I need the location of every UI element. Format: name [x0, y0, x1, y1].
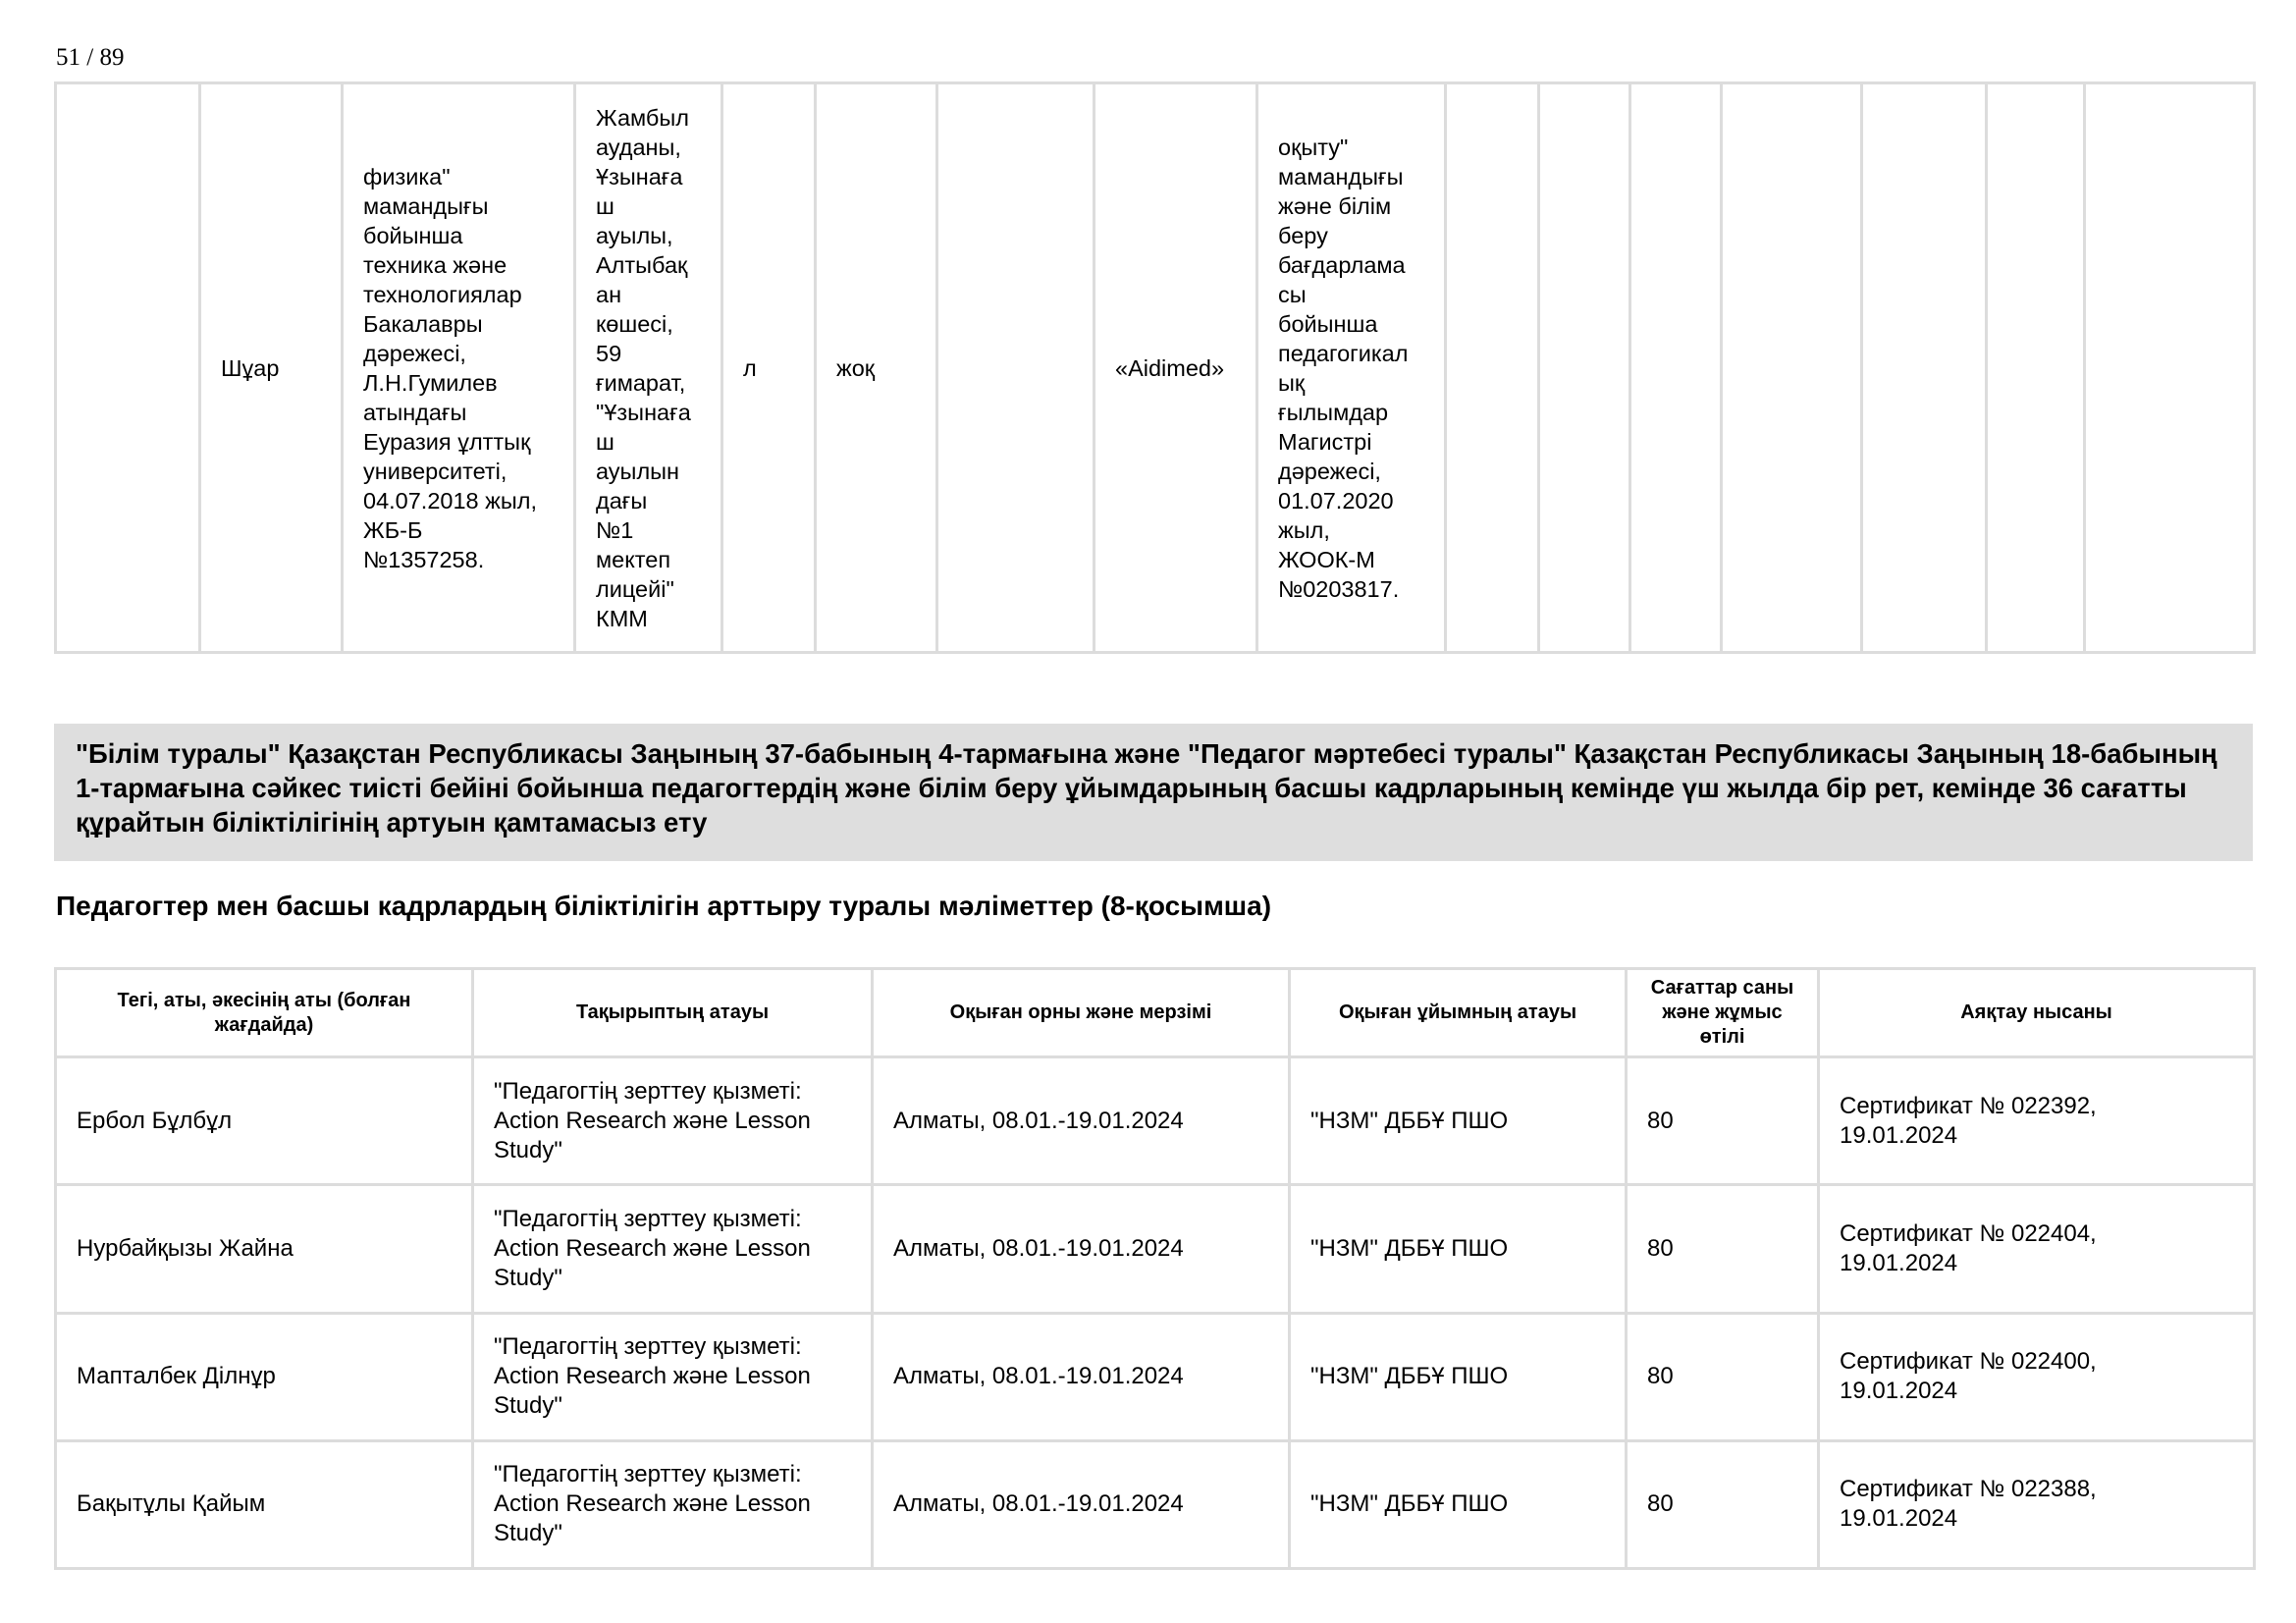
qualification-courses-table: [54, 967, 2256, 1570]
table-cell: [937, 83, 1095, 653]
cell-place: Алматы, 08.01.-19.01.2024: [873, 1185, 1290, 1313]
section-subtitle: Педагогтер мен басшы кадрлардың біліктілігін арттыру туралы мәліметтер (8-қосымша): [56, 891, 1272, 921]
table-cell: Шұар: [200, 83, 343, 653]
cell-topic: "Педагогтің зерттеу қызметі: Action Research және Lesson Study": [473, 1057, 873, 1185]
cell-hours: 80: [1627, 1313, 1819, 1440]
table-cell: [1987, 83, 2085, 653]
table-cell: Жамбыл ауданы, Ұзынаға ш ауылы, Алтыбақ ан көшесі, 59 ғимарат, "Ұзынаға ш ауылын дағы №1 мектеп лицейі" КММ: [575, 83, 722, 653]
cell-organization: "НЗМ" ДББҰ ПШО: [1290, 1185, 1627, 1313]
cell-topic: "Педагогтің зерттеу қызметі: Action Research және Lesson Study": [473, 1313, 873, 1440]
cell-result: Сертификат № 022400, 19.01.2024: [1819, 1313, 2255, 1440]
table-cell: жоқ: [816, 83, 937, 653]
page-number: 51 / 89: [56, 44, 125, 71]
table-row: [56, 1185, 2255, 1313]
cell-organization: "НЗМ" ДББҰ ПШО: [1290, 1440, 1627, 1568]
cell-place: Алматы, 08.01.-19.01.2024: [873, 1440, 1290, 1568]
cell-place: Алматы, 08.01.-19.01.2024: [873, 1313, 1290, 1440]
table-header-row: [56, 969, 2255, 1057]
cell-hours: 80: [1627, 1440, 1819, 1568]
column-header: Оқыған ұйымның атауы: [1290, 969, 1627, 1057]
table-cell: [1539, 83, 1630, 653]
column-header: Тегі, аты, әкесінің аты (болған жағдайда): [56, 969, 473, 1057]
table-cell: оқыту" мамандығы және білім беру бағдарлама сы бойынша педагогикал ық ғылымдар Магистрі дәрежесі, 01.07.2020 жыл, ЖООК-М №0203817.: [1257, 83, 1446, 653]
cell-place: Алматы, 08.01.-19.01.2024: [873, 1057, 1290, 1185]
table-row: [56, 1440, 2255, 1568]
cell-topic: "Педагогтің зерттеу қызметі: Action Research және Lesson Study": [473, 1440, 873, 1568]
column-header: Сағаттар саны және жұмыс өтілі: [1627, 969, 1819, 1057]
table-row: [56, 1057, 2255, 1185]
cell-hours: 80: [1627, 1057, 1819, 1185]
column-header: Аяқтау нысаны: [1819, 969, 2255, 1057]
table-cell: [1630, 83, 1722, 653]
table-row: [56, 1313, 2255, 1440]
cell-name: Ербол Бұлбұл: [56, 1057, 473, 1185]
table-cell: физика" мамандығы бойынша техника және технологиялар Бакалавры дәрежесі, Л.Н.Гумилев атындағы Еуразия ұлттық университеті, 04.07.2018 жыл, ЖБ-Б №1357258.: [343, 83, 575, 653]
cell-name: Бақытұлы Қайым: [56, 1440, 473, 1568]
column-header: Оқыған орны және мерзімі: [873, 969, 1290, 1057]
table-cell: [2085, 83, 2255, 653]
cell-result: Сертификат № 022392, 19.01.2024: [1819, 1057, 2255, 1185]
cell-organization: "НЗМ" ДББҰ ПШО: [1290, 1057, 1627, 1185]
cell-name: Мапталбек Ділнұр: [56, 1313, 473, 1440]
table-cell: «Aidimed»: [1095, 83, 1257, 653]
cell-organization: "НЗМ" ДББҰ ПШО: [1290, 1313, 1627, 1440]
cell-hours: 80: [1627, 1185, 1819, 1313]
cell-name: Нурбайқызы Жайна: [56, 1185, 473, 1313]
personnel-table-continuation: [54, 81, 2256, 654]
cell-result: Сертификат № 022404, 19.01.2024: [1819, 1185, 2255, 1313]
table-cell: л: [722, 83, 816, 653]
table-cell: [1446, 83, 1539, 653]
table-cell: [1862, 83, 1987, 653]
column-header: Тақырыптың атауы: [473, 969, 873, 1057]
cell-topic: "Педагогтің зерттеу қызметі: Action Research және Lesson Study": [473, 1185, 873, 1313]
table-cell: [56, 83, 200, 653]
section-title: "Білім туралы" Қазақстан Республикасы Заңының 37-бабының 4-тармағына және "Педагог мәртебесі туралы" Қазақстан Республикасы Заңының 18-бабының 1-тармағына сәйкес тиісті бейіні бойынша педагогтердің және білім беру ұйымдарының басшы кадрларының кемінде үш жылда бір рет, кемінде 36 сағатты құрайтын біліктілігінің артуын қамтамасыз ету: [54, 724, 2253, 861]
table-cell: [1722, 83, 1862, 653]
cell-result: Сертификат № 022388, 19.01.2024: [1819, 1440, 2255, 1568]
